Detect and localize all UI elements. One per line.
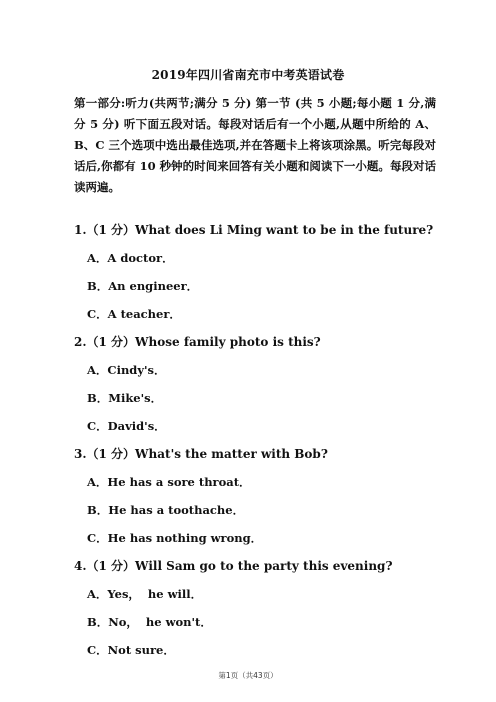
option-a: A．A doctor． xyxy=(87,251,174,265)
listening-instructions: 第一部分:听力(共两节;满分 5 分) 第一节 (共 5 小题;每小题 1 分,满分 5 分) 听下面五段对话。每段对话后有一个小题,从题中所给的 A、B、C 三个选项中选出最佳选项,并在答题卡上将该项涂黑。听完每段对话后,你都有 10 秒钟的时间来回答有关小题和阅读下一小题。每段对话读两遍。 xyxy=(74,96,436,194)
question-2 xyxy=(74,332,434,444)
page-footer: 第1页（共43页） xyxy=(218,671,278,680)
option-b: B．He has a toothache． xyxy=(87,503,245,517)
question-stem: 2.（1 分）Whose family photo is this? xyxy=(74,335,321,349)
option-b: B．Mike's． xyxy=(87,391,163,405)
option-b: B．An engineer． xyxy=(87,279,199,293)
question-4 xyxy=(74,556,434,668)
question-3 xyxy=(74,444,434,556)
option-a: A．He has a sore throat． xyxy=(87,475,251,489)
option-b: B．No， he won't． xyxy=(87,615,212,629)
option-c: C．He has nothing wrong． xyxy=(87,531,263,545)
question-stem: 4.（1 分）Will Sam go to the party this evening? xyxy=(74,559,393,573)
option-a: A．Cindy's． xyxy=(87,363,166,377)
option-c: C．David's． xyxy=(87,419,166,433)
question-1 xyxy=(74,220,434,332)
option-a: A．Yes， he will． xyxy=(87,587,203,601)
question-stem: 3.（1 分）What's the matter with Bob? xyxy=(74,447,328,461)
question-list xyxy=(74,220,434,668)
document-title: 2019年四川省南充市中考英语试卷 xyxy=(151,68,345,82)
option-c: C．A teacher． xyxy=(87,307,181,321)
question-stem: 1.（1 分）What does Li Ming want to be in the future? xyxy=(74,223,434,237)
option-c: C．Not sure． xyxy=(87,643,175,657)
